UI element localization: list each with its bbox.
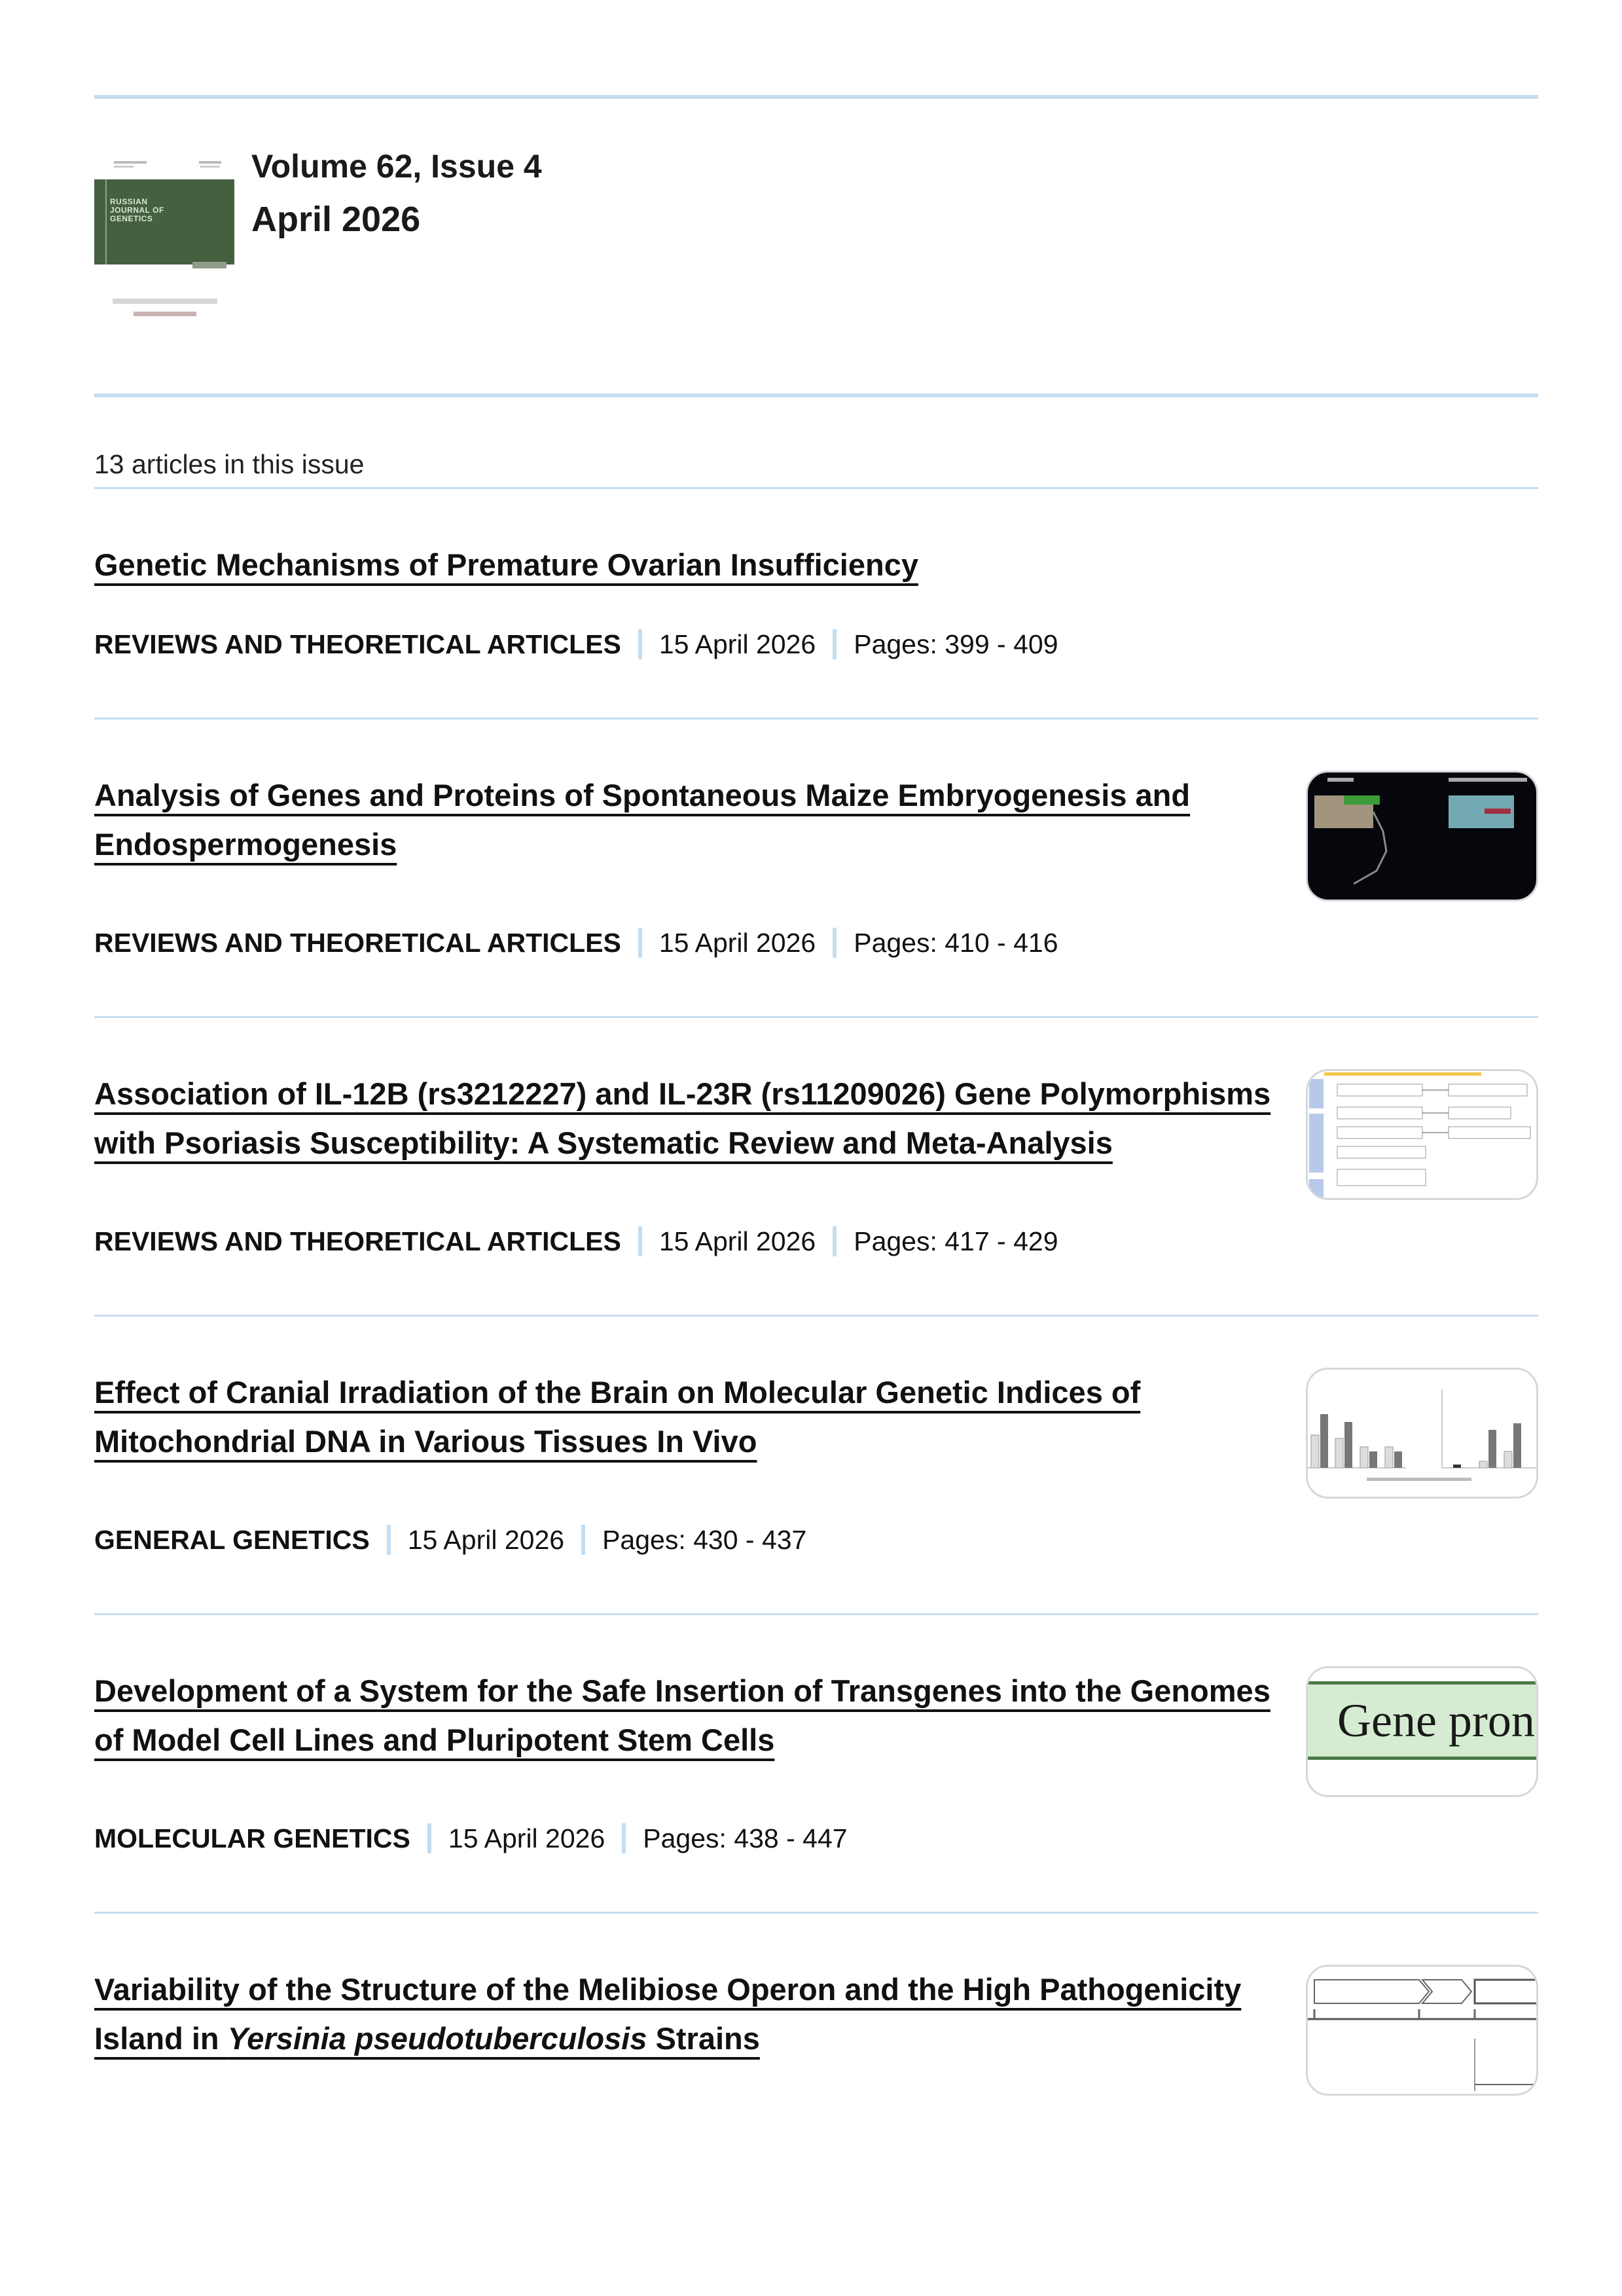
article-meta — [94, 628, 1538, 661]
article-item — [94, 1613, 1538, 1912]
flowchart-thumbnail[interactable] — [1306, 1069, 1538, 1200]
article-date: 15 April 2026 — [448, 1823, 605, 1853]
gene-diagram-thumbnail[interactable] — [1306, 1666, 1538, 1797]
article-title-link[interactable]: Analysis of Genes and Proteins of Spontaneous Maize Embryogenesis and Endospermogenesis — [94, 778, 1191, 862]
article-type: MOLECULAR GENETICS — [94, 1823, 410, 1853]
article-item — [94, 1315, 1538, 1613]
title-text: Variability of the Structure of the Melibiose Operon and the High Pathogenicity Island in — [94, 1972, 1242, 2056]
thumbnail-text: Gene pron — [1308, 1681, 1536, 1760]
article-pages: Pages: 438 - 447 — [643, 1823, 848, 1853]
article-pages: Pages: 399 - 409 — [854, 629, 1058, 659]
article-meta — [94, 1225, 1538, 1258]
article-type: REVIEWS AND THEORETICAL ARTICLES — [94, 629, 621, 659]
article-meta — [94, 926, 1538, 959]
article-meta — [94, 1822, 1538, 1855]
article-title-link[interactable]: Genetic Mechanisms of Premature Ovarian Insufficiency — [94, 547, 918, 582]
article-item — [94, 1912, 1538, 2178]
article-type: REVIEWS AND THEORETICAL ARTICLES — [94, 1226, 621, 1256]
article-title-link[interactable]: Effect of Cranial Irradiation of the Brain on Molecular Genetic Indices of Mitochondrial DNA in Various Tissues In Vivo — [94, 1375, 1141, 1459]
journal-cover-image[interactable] — [94, 155, 234, 325]
article-pages: Pages: 430 - 437 — [602, 1524, 807, 1555]
cover-header-text — [94, 157, 234, 172]
article-type: GENERAL GENETICS — [94, 1524, 370, 1555]
article-pages: Pages: 417 - 429 — [854, 1226, 1058, 1256]
article-list — [94, 487, 1538, 2178]
issue-info — [251, 145, 542, 242]
articles-count: 13 articles in this issue — [94, 449, 365, 479]
cover-panel — [94, 179, 234, 264]
divider — [94, 95, 1538, 99]
protein-structure-thumbnail[interactable] — [1306, 771, 1538, 902]
publisher-logo — [113, 299, 217, 304]
article-item — [94, 487, 1538, 718]
article-date: 15 April 2026 — [407, 1524, 565, 1555]
article-date: 15 April 2026 — [658, 629, 816, 659]
article-type: REVIEWS AND THEORETICAL ARTICLES — [94, 927, 621, 958]
operon-map-thumbnail[interactable] — [1306, 1965, 1538, 2096]
article-meta — [94, 1523, 1538, 1556]
issue-volume: Volume 62, Issue 4 — [251, 148, 542, 185]
article-title-link[interactable]: Development of a System for the Safe Insertion of Transgenes into the Genomes of Model Cell Lines and Pluripotent Stem Cells — [94, 1673, 1271, 1757]
bar-chart-thumbnail[interactable] — [1306, 1368, 1538, 1499]
cover-title: RUSSIAN JOURNAL OF GENETICS — [110, 197, 164, 223]
article-date: 15 April 2026 — [658, 927, 816, 958]
article-item — [94, 1016, 1538, 1315]
issue-date: April 2026 — [251, 200, 421, 239]
article-pages: Pages: 410 - 416 — [854, 927, 1058, 958]
article-date: 15 April 2026 — [658, 1226, 816, 1256]
article-title-link[interactable]: Association of IL-12B (rs3212227) and IL-23R (rs11209026) Gene Polymorphisms with Psoriasis Susceptibility: A Systematic Review and Meta-Analysis — [94, 1076, 1271, 1160]
divider — [94, 393, 1538, 397]
article-item — [94, 718, 1538, 1016]
article-title-link[interactable] — [94, 1972, 1241, 2056]
publisher-logo-secondary — [134, 312, 196, 316]
title-species: Yersinia pseudotuberculosis — [227, 2021, 647, 2056]
title-text: Strains — [647, 2021, 760, 2056]
